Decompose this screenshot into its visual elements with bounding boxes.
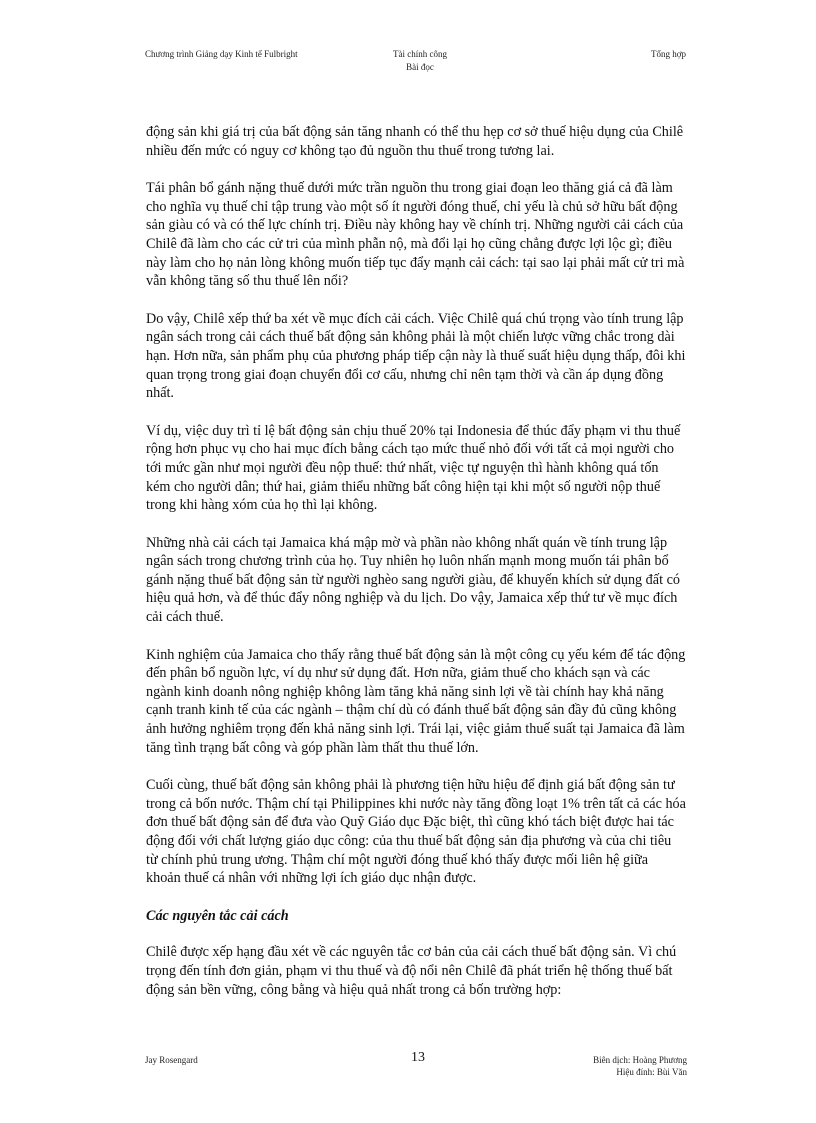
header-section-label: Tổng hợp bbox=[650, 49, 686, 59]
header-course-title bbox=[370, 48, 470, 74]
header-course-name: Tài chính công bbox=[393, 49, 447, 59]
paragraph: động sản khi giá trị của bất động sản tăng nhanh có thể thu hẹp cơ sở thuế hiệu dụng của Chilê nhiều đến mức có nguy cơ không tạo đủ nguồn thu thuế trong tương lai. bbox=[146, 124, 684, 159]
paragraph: Những nhà cải cách tại Jamaica khá mập mờ và phần nào không nhất quán về tính trung lập ngân sách trong chương trình của họ. Tuy nhiên họ luôn nhấn mạnh mong muốn tái phân bổ gánh nặng thuế bất động sản từ người nghèo sang người giàu, để khuyến khích sử dụng đất có hiệu quả hơn, và để thúc đẩy nông nghiệp và du lịch. Do vậy, Jamaica xếp thứ tư về mục đích cải cách thuế. bbox=[146, 534, 680, 626]
paragraph: Chilê được xếp hạng đầu xét về các nguyên tắc cơ bản của cải cách thuế bất động sản. Vì chú trọng đến tính đơn giản, phạm vi thu thuế và độ nổi nên Chilê đã phát triển hệ thống thuế bất động sản bền vững, công bằng và hiệu quả nhất trong cả bốn trường hợp: bbox=[146, 944, 677, 998]
footer-editor: Hiệu đính: Bùi Văn bbox=[616, 1067, 687, 1077]
header-reading-label: Bài đọc bbox=[406, 62, 434, 72]
paragraph: Tái phân bổ gánh nặng thuế dưới mức trần nguồn thu trong giai đoạn leo thăng giá cả đã làm cho nghĩa vụ thuế chỉ tập trung vào một số ít người đóng thuế, chỉ yếu là chủ sở hữu bất động sản giàu có và có thế lực chính trị. Điều này không hay về chính trị. Những người cải cách của Chilê đã làm cho các cử tri của mình phẫn nộ, mà đổi lại họ cũng chẳng được lợi lộc gì; điều này làm cho họ nản lòng không muốn tiếp tục đẩy mạnh cải cách: tại sao lại phải mất cử tri mà vẫn không tăng số thu thuế lên nổi? bbox=[146, 180, 685, 290]
footer-translator: Biên dịch: Hoàng Phương bbox=[593, 1055, 687, 1065]
document-body bbox=[146, 123, 686, 1018]
footer-author: Jay Rosengard bbox=[145, 1055, 198, 1065]
paragraph: Kinh nghiệm của Jamaica cho thấy rằng thuế bất động sản là một công cụ yếu kém để tác động đến phân bổ nguồn lực, ví dụ như sử dụng đất. Hơn nữa, giảm thuế cho khách sạn và các ngành kinh doanh nông nghiệp không làm tăng khả năng sinh lợi về tài chính hay khả năng cạnh tranh kinh tế của các ngành – thậm chí dù có đánh thuế bất động sản đầy đủ cũng không ảnh hưởng nghiêm trọng đến khả năng sinh lợi. Trái lại, việc giảm thuế suất tại Jamaica đã làm tăng tình trạng bất công và góp phần làm thất thu thuế lớn. bbox=[146, 646, 686, 756]
section-heading: Các nguyên tắc cải cách bbox=[146, 907, 289, 924]
paragraph: Do vậy, Chilê xếp thứ ba xét về mục đích cải cách. Việc Chilê quá chú trọng vào tính trung lập ngân sách trong cải cách thuế bất động sản không phải là một chiến lược vững chắc trong dài hạn. Hơn nữa, sản phẩm phụ của phương pháp tiếp cận này là thuế suất hiệu dụng thấp, đôi khi quan trọng trong giai đoạn chuyển đổi cơ cấu, nhưng chỉ nên tạm thời và cần áp dụng đồng nhất. bbox=[146, 310, 686, 402]
paragraph: Ví dụ, việc duy trì tỉ lệ bất động sản chịu thuế 20% tại Indonesia để thúc đẩy phạm vi thu thuế rộng hơn phục vụ cho hai mục đích bằng cách tạo mức thuế nhỏ đối với tất cả mọi người cho tới mức gần như mọi người đều nộp thuế: thứ nhất, việc tự nguyện thì hành không quá tốn kém cho người dân; thứ hai, giảm thiểu những bất công hiện tại khi một số người nộp thuế trong khi hàng xóm của họ thì lại không. bbox=[146, 422, 681, 514]
footer-credits bbox=[593, 1054, 687, 1078]
paragraph: Cuối cùng, thuế bất động sản không phải là phương tiện hữu hiệu để định giá bất động sản tư trong cả bốn nước. Thậm chí tại Philippines khi nước này tăng đồng loạt 1% trên tất cả các hóa đơn thuế bất động sản để đưa vào Quỹ Giáo dục Đặc biệt, thì cũng khó tách biệt được hai tác động đối với chất lượng giáo dục công: của thu thuế bất động sản địa phương và của chi tiêu từ chính phủ trung ương. Thậm chí một người đóng thuế khó thấy được mối liên hệ giữa khoản thuế cá nhân với những lợi ích giáo dục nhận được. bbox=[146, 777, 686, 887]
page-number: 13 bbox=[411, 1050, 425, 1065]
header-program-name: Chương trình Giảng dạy Kinh tế Fulbright bbox=[145, 49, 298, 59]
